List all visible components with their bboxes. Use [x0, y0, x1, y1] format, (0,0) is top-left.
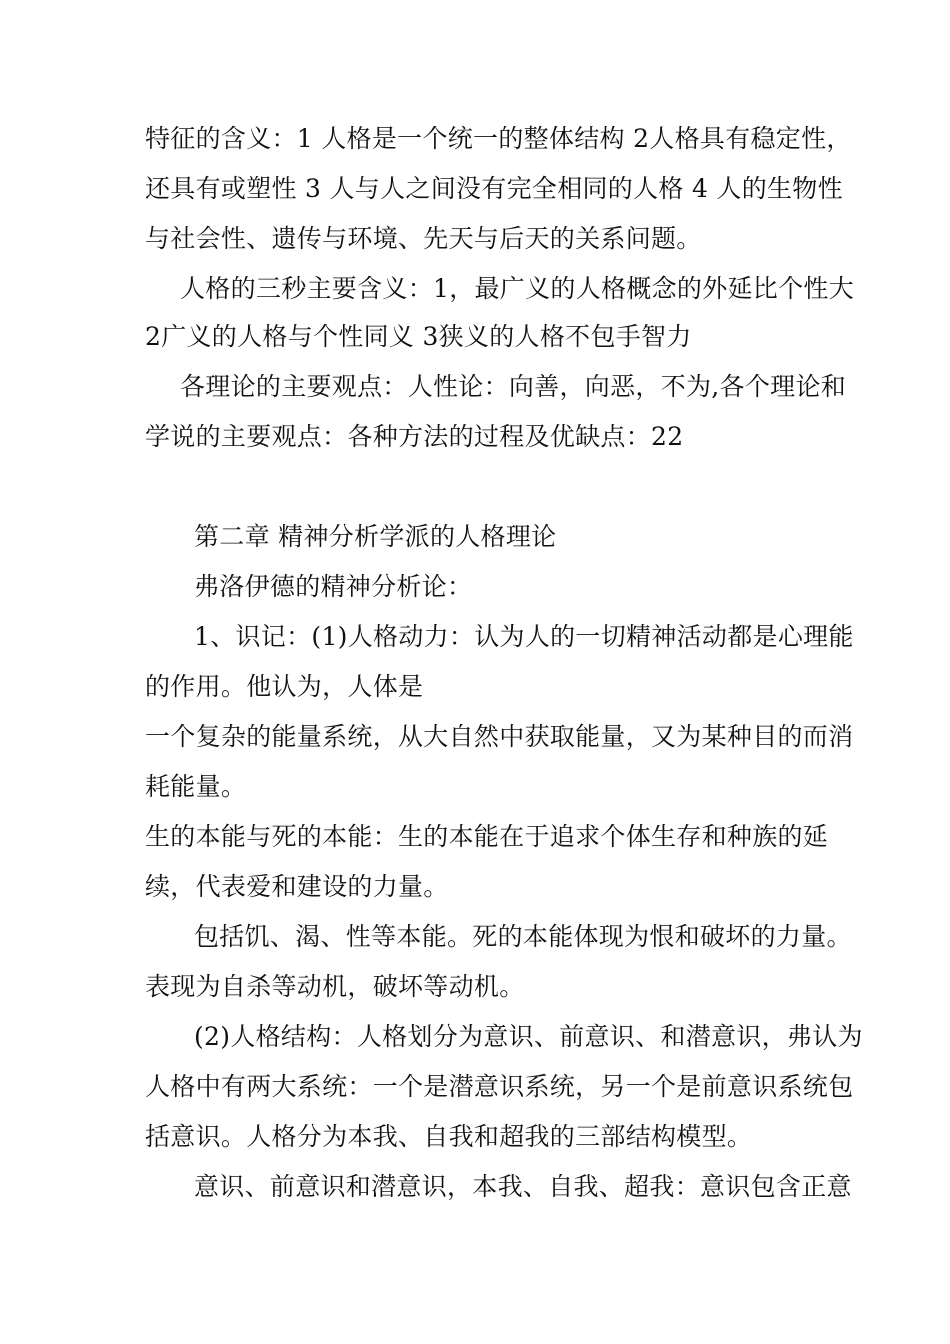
text-line: 特征的含义：1 人格是一个统一的整体结构 2人格具有稳定性， — [145, 124, 852, 153]
text-line: 与社会性、遗传与环境、先天与后天的关系问题。 — [145, 224, 702, 253]
text-line: 2广义的人格与个性同义 3狭义的人格不包手智力 — [145, 322, 692, 351]
text-line: 耗能量。 — [145, 772, 247, 801]
section-heading: 弗洛伊德的精神分析论： — [194, 572, 473, 601]
text-line: 人格的三秒主要含义：1，最广义的人格概念的外延比个性大 — [180, 274, 855, 303]
text-line: (2)人格结构：人格划分为意识、前意识、和潜意识，弗认为 — [194, 1022, 863, 1051]
text-line: 生的本能与死的本能：生的本能在于追求个体生存和种族的延 — [145, 822, 829, 851]
text-line: 意识、前意识和潜意识，本我、自我、超我：意识包含正意 — [194, 1172, 852, 1201]
text-line: 续，代表爱和建设的力量。 — [145, 872, 449, 901]
text-line: 1、识记：(1)人格动力：认为人的一切精神活动都是心理能 — [194, 622, 854, 651]
text-line: 的作用。他认为，人体是 — [145, 672, 424, 701]
text-line: 包括饥、渴、性等本能。死的本能体现为恨和破坏的力量。 — [194, 922, 852, 951]
text-line: 各理论的主要观点：人性论：向善，向恶，不为,各个理论和 — [180, 372, 847, 401]
text-line: 人格中有两大系统：一个是潜意识系统，另一个是前意识系统包 — [145, 1072, 854, 1101]
chapter-heading: 第二章 精神分析学派的人格理论 — [194, 522, 557, 551]
text-line: 表现为自杀等动机，破坏等动机。 — [145, 972, 525, 1001]
text-line: 括意识。人格分为本我、自我和超我的三部结构模型。 — [145, 1122, 753, 1151]
text-line: 还具有或塑性 3 人与人之间没有完全相同的人格 4 人的生物性 — [145, 174, 843, 203]
text-line: 一个复杂的能量系统，从大自然中获取能量，又为某种目的而消 — [145, 722, 854, 751]
text-line: 学说的主要观点：各种方法的过程及优缺点：22 — [145, 422, 684, 451]
